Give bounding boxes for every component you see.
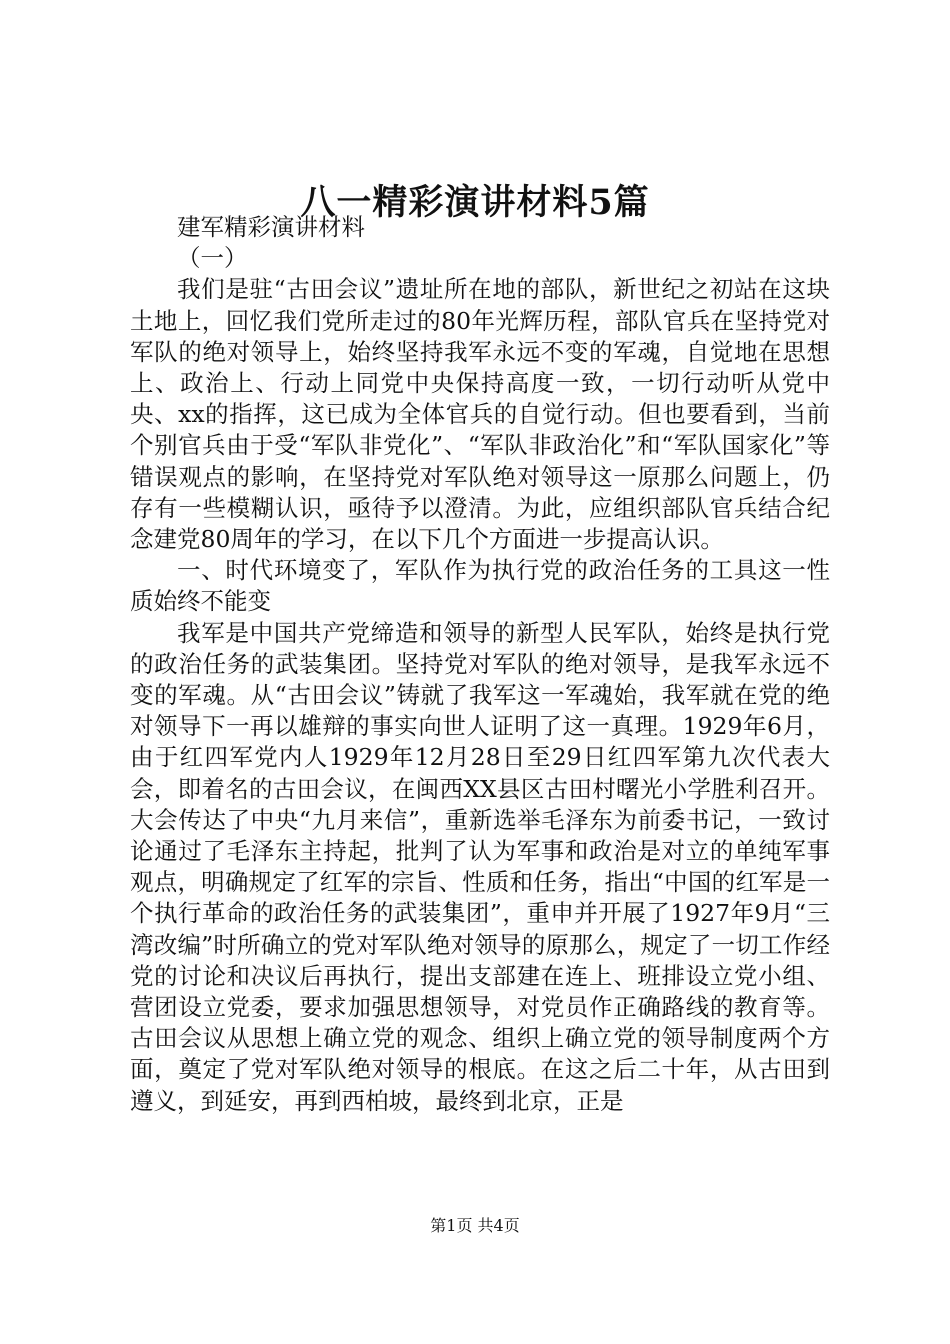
paragraph: 我们是驻“古田会议”遗址所在地的部队，新世纪之初站在这块土地上，回忆我们党所走过的80年光辉历程，部队官兵在坚持党对军队的绝对领导上，始终坚持我军永远不变的军魂，自觉地在思想上、政治上、行动上同党中央保持高度一致，一切行动听从党中央、xx的指挥，这已成为全体官兵的自觉行动。但也要看到，当前个别官兵由于受“军队非党化”、“军队非政治化”和“军队国家化”等错误观点的影响，在坚持党对军队绝对领导这一原那么问题上，仍存有一些模糊认识，亟待予以澄清。为此，应组织部队官兵结合纪念建党80周年的学习，在以下几个方面进一步提高认识。 <box>130 275 830 554</box>
section-number: （一） <box>177 244 248 273</box>
document-body <box>130 212 830 1117</box>
page-footer: 第1页 共4页 <box>430 1216 520 1235</box>
paragraph: 我军是中国共产党缔造和领导的新型人民军队，始终是执行党的政治任务的武装集团。坚持党对军队的绝对领导，是我军永远不变的军魂。从“古田会议”铸就了我军这一军魂始，我军就在党的绝对领导下一再以雄辩的事实向世人证明了这一真理。1929年6月，由于红四军党内人1929年12月28日至29日红四军第九次代表大会，即着名的古田会议，在闽西XX县区古田村曙光小学胜利召开。大会传达了中央“九月来信”，重新选举毛泽东为前委书记，一致讨论通过了毛泽东主持起，批判了认为军事和政治是对立的单纯军事观点，明确规定了红军的宗旨、性质和任务，指出“中国的红军是一个执行革命的政治任务的武装集团”，重申并开展了1927年9月“三湾改编”时所确立的党对军队绝对领导的原那么，规定了一切工作经党的讨论和决议后再执行，提出支部建在连上、班排设立党小组、营团设立党委，要求加强思想领导，对党员作正确路线的教育等。古田会议从思想上确立党的观念、组织上确立党的领导制度两个方面，奠定了党对军队绝对领导的根底。在这之后二十年，从古田到遵义，到延安，再到西柏坡，最终到北京，正是 <box>130 618 830 1115</box>
subtitle: 建军精彩演讲材料 <box>177 213 365 241</box>
section-heading: 一、时代环境变了，军队作为执行党的政治任务的工具这一性质始终不能变 <box>130 556 830 616</box>
document-title: 八一精彩演讲材料5篇 <box>300 182 650 223</box>
